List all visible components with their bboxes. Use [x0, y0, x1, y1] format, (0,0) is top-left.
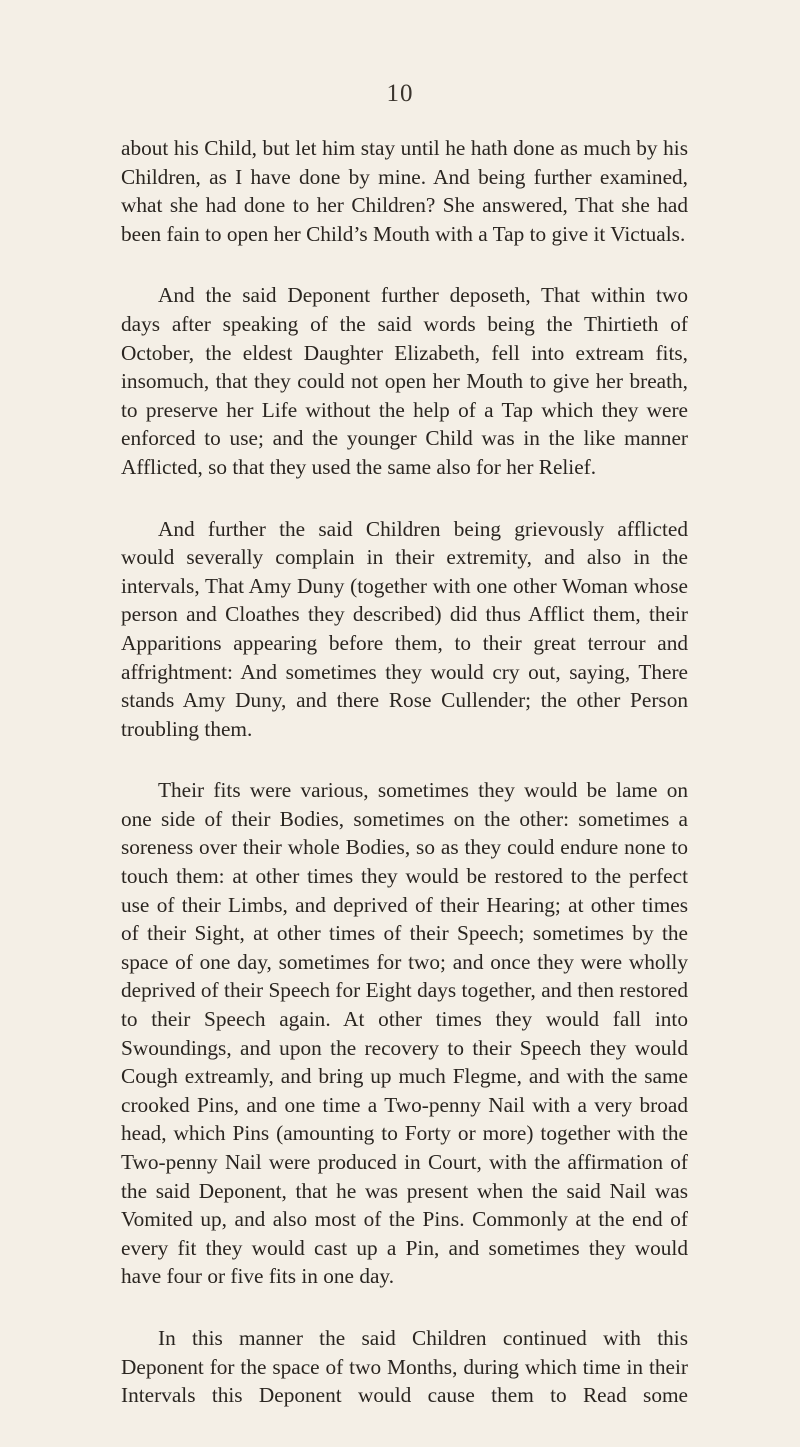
paragraph-4: Their fits were various, sometimes they would be lame on one side of their Bodies, sometimes on the other: sometimes a soreness over their whole Bodies, so as they could endure none to touch them: at other times they would be restored to the perfect use of their Limbs, and deprived of their Hearing; at other times of their Sight, at other times of their Speech; sometimes by the space of one day, sometimes for two; and once they were wholly deprived of their Speech for Eight days together, and then restored to their Speech again. At other times they would fall into Swoundings, and upon the recovery to their Speech they would Cough extreamly, and bring up much Flegme, and with the same crooked Pins, and one time a Two-penny Nail with a very broad head, which Pins (amounting to Forty or more) together with the Two-penny Nail were produced in Court, with the affirmation of the said Deponent, that he was present when the said Nail was Vomited up, and also most of the Pins. Commonly at the end of every fit they would cast up a Pin, and sometimes they would have four or five fits in one day.: [121, 778, 688, 1289]
paragraph-3: And further the said Children being grievously afflicted would severally complain in their extremity, and also in the intervals, That Amy Duny (together with one other Woman whose person and Cloathes they described) did thus Afflict them, their Apparitions appearing before them, to their great terrour and affrightment: And sometimes they would cry out, saying, There stands Amy Duny, and there Rose Cullender; the other Person troubling them.: [121, 516, 688, 741]
body-text: [121, 134, 688, 1443]
paragraph-2: And the said Deponent further deposeth, That within two days after speaking of the said words being the Thirtieth of October, the eldest Daughter Elizabeth, fell into extream fits, insomuch, that they could not open her Mouth to give her breath, to preserve her Life without the help of a Tap which they were enforced to use; and the younger Child was in the like manner Afflicted, so that they used the same also for her Relief.: [121, 283, 688, 479]
page-number: 10: [386, 80, 414, 107]
paragraph-5: In this manner the said Children continued with this Deponent for the space of two Months, during which time in their Intervals this Deponent would cause them to Read some: [121, 1325, 688, 1408]
paragraph-1: about his Child, but let him stay until he hath done as much by his Children, as I have done by mine. And being further examined, what she had done to her Children? She answered, That she had been fain to open her Child’s Mouth with a Tap to give it Victuals.: [121, 136, 688, 246]
